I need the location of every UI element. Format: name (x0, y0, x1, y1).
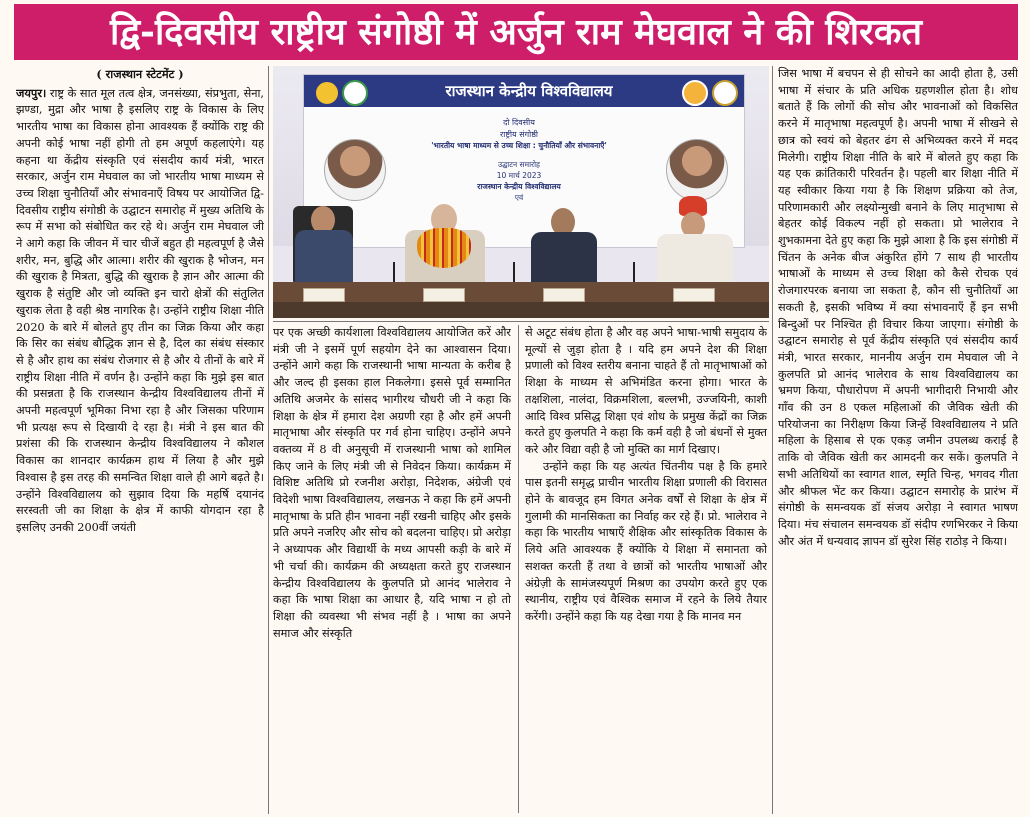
nameplate (423, 288, 465, 302)
banner-line: उद्घाटन समारोह (497, 160, 541, 169)
ashoka-emblem-icon (712, 80, 738, 106)
banner-date: 10 मार्च 2023 (496, 171, 542, 180)
g20-logo-icon (342, 80, 368, 106)
place-lead: जयपुर। (16, 85, 47, 100)
article-text: राष्ट्र के सात मूल तत्व क्षेत्र, जनसंख्या, संप्रभुता, सेना, झण्डा, मुद्रा और भाषा है इसलिए राष्ट्र के विकास के लिए भारतीय भाषा का विकास होना आवश्यक हैं क्योंकि राष्ट्र की अपनी कोई भाषा नहीं होगी तो हम अपूर्ण कहलाएंगे। यह कहना था केंद्रीय संस्कृति एवं संसदीय कार्य मंत्री, भारत सरकार, अर्जुन राम मेघवाल का जो भारतीय भाषा माध्यम से उच्च शिक्षा चुनौतियाँ और संभावनाएँ विषय पर आयोजित द्वि-दिवसीय राष्ट्रीय संगोष्ठी के उद्घाटन समारोह में मुख्य अतिथि के रूप में सभा को संबोधित कर रहे थे। अर्जुन राम मेघवाल जी ने आगे कहा कि जीवन में चार चीजें बहुत ही महत्वपूर्ण है जैसे शरीर, मन, बुद्धि और आत्मा। शरीर की खुराक है भोजन, मन की खुराक है मित्रता, बुद्धि की खुराक है ज्ञान और आत्मा की खुराक है संतुष्टि और जो व्यक्ति इन चारो क्षेत्रों की संतुलित खुराक लेता है वही श्रेष्ठ नागरिक है। उन्होंने राष्ट्रीय शिक्षा नीति 2020 के बारे में बोलते हुए तीन का जिक्र किया और कहा कि सिर का संबंध बौद्धिक ज्ञान से है, दिल का संबंध संस्कार से है और हाथ का संबंध रोजगार से है और ये तीनों के बारे में राष्ट्रीय शिक्षा नीति में वर्णन है। उन्होंने कहा कि मुझे इस बात की प्रसन्नता है कि राजस्थान केन्द्रीय विश्वविद्यालय तीनों में अपनी महत्वपूर्ण भूमिका निभा रहा है और जिसका परिणाम भी प्रत्यक्ष रूप से दिखायी दे रहा है। मंत्री ने इस बात की प्रशंसा की कि राजस्थान केन्द्रीय विश्वविद्यालय ने कौशल विकास का शानदार कार्यक्रम हाथ में लिया है और मुझे विश्वास है इस तरह की समन्वित शिक्षा वाले ही आगे बढ़ते है। उन्होंने विश्वविद्यालय को सुझाव दिया कि महर्षि दयानंद सरस्वती जी का शिक्षा के क्षेत्र में काफी योगदान रहा है इसलिए उनकी 200वीं जयंती (16, 86, 264, 534)
article-paragraph: से अटूट संबंध होता है और वह अपने भाषा-भाषी समुदाय के मूल्यों से जुड़ा होता है । यदि हम अपने देश की शिक्षा प्रणाली को विश्व स्तरीय बनाना चाहते हैं तो मातृभाषाओं को शिक्षा के माध्यम से अभिमंडित करना होगा। भारत के तक्षशिला, नालंदा, विक्रमशिला, बल्लभी, उज्जयिनी, काशी आदि विश्व प्रसिद्ध शिक्षा एवं शोध के प्रमुख केंद्रों का जिक्र करते हुए कुलपति ने कहा कि कर्म वही है जो बंधनों से मुक्त करे और विद्या वही है जो मुक्ति का मार्ग दिखाए। (525, 326, 767, 456)
flower-garland (417, 228, 471, 268)
dateline: ( राजस्थान स्टेटमेंट ) (96, 67, 184, 81)
article-column-1 (16, 66, 264, 814)
nameplate (303, 288, 345, 302)
column-divider (268, 66, 269, 814)
article-column-4 (778, 66, 1018, 814)
guest-portrait (324, 139, 386, 201)
column-divider (772, 66, 773, 814)
article-paragraph: पर एक अच्छी कार्यशाला विश्वविद्यालय आयोजित करें और मंत्री जी ने इसमें पूर्ण सहयोग देने का आश्वासन दिया। उन्होंने आगे कहा कि राजस्थानी भाषा मान्यता के करीब है और जल्द ही इसका हाल निकलेगा। इससे पूर्व सम्मानित अतिथि अजमेर के सांसद भागीरथ चौधरी जी ने कहा कि शिक्षा के क्षेत्र में हमारा देश अग्रणी रहा है और हमें अपनी मातृभाषा और संस्कृति पर गर्व होना चाहिए। उन्होंने अपने वक्तव्य में 8 वी अनुसूची में राजस्थानी भाषा को शामिल किए जाने के लिए मंत्री जी से निवेदन किया। कार्यक्रम में विशिष्ट अतिथि प्रो रजनीश अरोड़ा, निदेशक, अंग्रेजी एवं विदेशी भाषा विश्वविद्यालय, लखनऊ ने कहा कि हमें अपनी मातृभाषा के प्रति हीन भावना नहीं रखनी चाहिए और इसके प्रति अपने नजरिए और सोच को बदलना चाहिए। प्रो अरोड़ा ने अध्यापक और विद्यार्थी के मध्य आपसी कड़ी के बारे में भी चर्चा की। कार्यक्रम की अध्यक्षता करते हुए राजस्थान केन्द्रीय विश्वविद्यालय के कुलपति प्रो आनंद भालेराव ने कहा कि भाषा शिक्षा का आधार है, यदि भाषा न हो तो शिक्षा की व्यवस्था भी संभव नहीं है । भाषा का अपने समाज और संस्कृति (273, 326, 511, 640)
column-divider (518, 325, 519, 813)
banner-topic: 'भारतीय भाषा माध्यम से उच्च शिक्षा : चुनौतियाँ और संभावनाएँ' (431, 141, 607, 150)
university-logo-icon (314, 80, 340, 106)
article-paragraph: जिस भाषा में बचपन से ही सोचने का आदी होता है, उसी भाषा में संचार के प्रति अधिक ग्रहणशील होता है। शोध बताते हैं कि लोगों की सोच और भावनाओं को विकसित करने में मातृभाषा महत्वपूर्ण है। अपनी भाषा में सीखने से छात्र को स्वयं को बेहतर ढंग से अभिव्यक्त करने में मदद मिलेगी। राष्ट्रीय शिक्षा नीति के बारे में बोलते हुए कहा कि यह एक क्रांतिकारी परिवर्तन है। पहली बार शिक्षा नीति में यह स्वीकार किया गया है कि शिक्षण प्रक्रिया को तेज, परिणामकारी और लक्ष्योन्मुखी बनाने के लिए मातृभाषा से बेहतर कोई विकल्प नहीं हो सकता। प्रो भालेराव ने शुभकामना देते हुए कहा कि मुझे आशा है कि इस संगोष्ठी में चिंतन के अनेक बीज अंकुरित होंगे 7 साथ ही भारतीय भाषाओं के माध्यम से उच्च शिक्षा को कैसे रोचक एवं रोजगारपरक बनाया जा सकता है, कौन सी चुनौतियाँ आ सकती है, इसकी भविष्य में क्या संभावनाएँ हैं इन सभी बिन्दुओं पर निश्चित ही विचार किया जाएगा। संगोष्ठी के उद्घाटन समारोह से पूर्व केंद्रीय संस्कृति एवं संसदीय कार्य मंत्री, भारत सरकार, माननीय अर्जुन राम मेघवाल जी ने कुलपति प्रो आनंद भालेराव के साथ विश्वविद्यालय का भ्रमण किया, पौधारोपण में अपनी भागीदारी निभायी और गाँव की उन 8 एकल महिलाओं की जैविक खेती की परियोजना का निरीक्षण किया जिन्हें विश्वविद्यालय ने प्रति महिला के हिसाब से एक एकड़ जमीन उपलब्ध कराई है ताकि वो जैविक खेती कर आमदनी कर सकें। कुलपति ने सभी अतिथियों का स्वागत शाल, स्मृति चिन्ह, भगवद गीता और श्रीफल भेंट कर किया। उद्घाटन समारोह के प्रारंभ में संगोष्ठी के समन्वयक डॉ संजय अरोड़ा ने स्वागत भाषण दिया। मंच संचालन समन्वयक डॉ संदीप रणभिरकर ने किया और अंत में धन्यवाद ज्ञापन डॉ सुरेश सिंह राठोड़ ने किया। (778, 67, 1018, 548)
stage-table (273, 302, 769, 318)
article-paragraph (16, 85, 264, 537)
vc-portrait (666, 139, 728, 201)
banner-line: राजस्थान केन्द्रीय विश्वविद्यालय (477, 182, 561, 191)
photo-divider (273, 321, 769, 322)
nameplate (673, 288, 715, 302)
event-banner (303, 74, 745, 248)
headline: द्वि-दिवसीय राष्ट्रीय संगोष्ठी में अर्जुन राम मेघवाल ने की शिरकत (14, 4, 1018, 60)
banner-line: दो दिवसीय (503, 118, 535, 127)
event-photo (273, 66, 769, 318)
nameplate (543, 288, 585, 302)
banner-line: एवं (514, 193, 524, 202)
banner-line: राष्ट्रीय संगोष्ठी (499, 130, 539, 139)
article-paragraph: उन्होंने कहा कि यह अत्यंत चिंतनीय पक्ष है कि हमारे पास इतनी समृद्ध प्राचीन भारतीय शिक्षा प्रणाली की विरासत होने के बावजूद हम विगत अनेक वर्षों से शिक्षा के क्षेत्र में गुलामी की मानसिकता का निर्वाह कर रहे हैं। प्रो. भालेराव ने कहा कि भारतीय भाषाएँ शैक्षिक और सांस्कृतिक विकास के लिये अति आवश्यक हैं क्योंकि ये शिक्षा में समानता को सशक्त करती हैं तथा वे छात्रों को भारतीय भाषाओं और अंग्रेज़ी के सामंजस्यपूर्ण मिश्रण का उपयोग करते हुए एक स्थानीय, राष्ट्रीय एवं वैश्विक समाज में रहने के लिये तैयार करेंगी। उन्होंने कहा कि यह देखा गया है कि मानव मन (525, 459, 767, 623)
banner-title: राजस्थान केन्द्रीय विश्वविद्यालय (445, 82, 613, 100)
emblem-logo-icon (682, 80, 708, 106)
article-column-3 (525, 325, 767, 813)
article-column-2 (273, 325, 511, 813)
